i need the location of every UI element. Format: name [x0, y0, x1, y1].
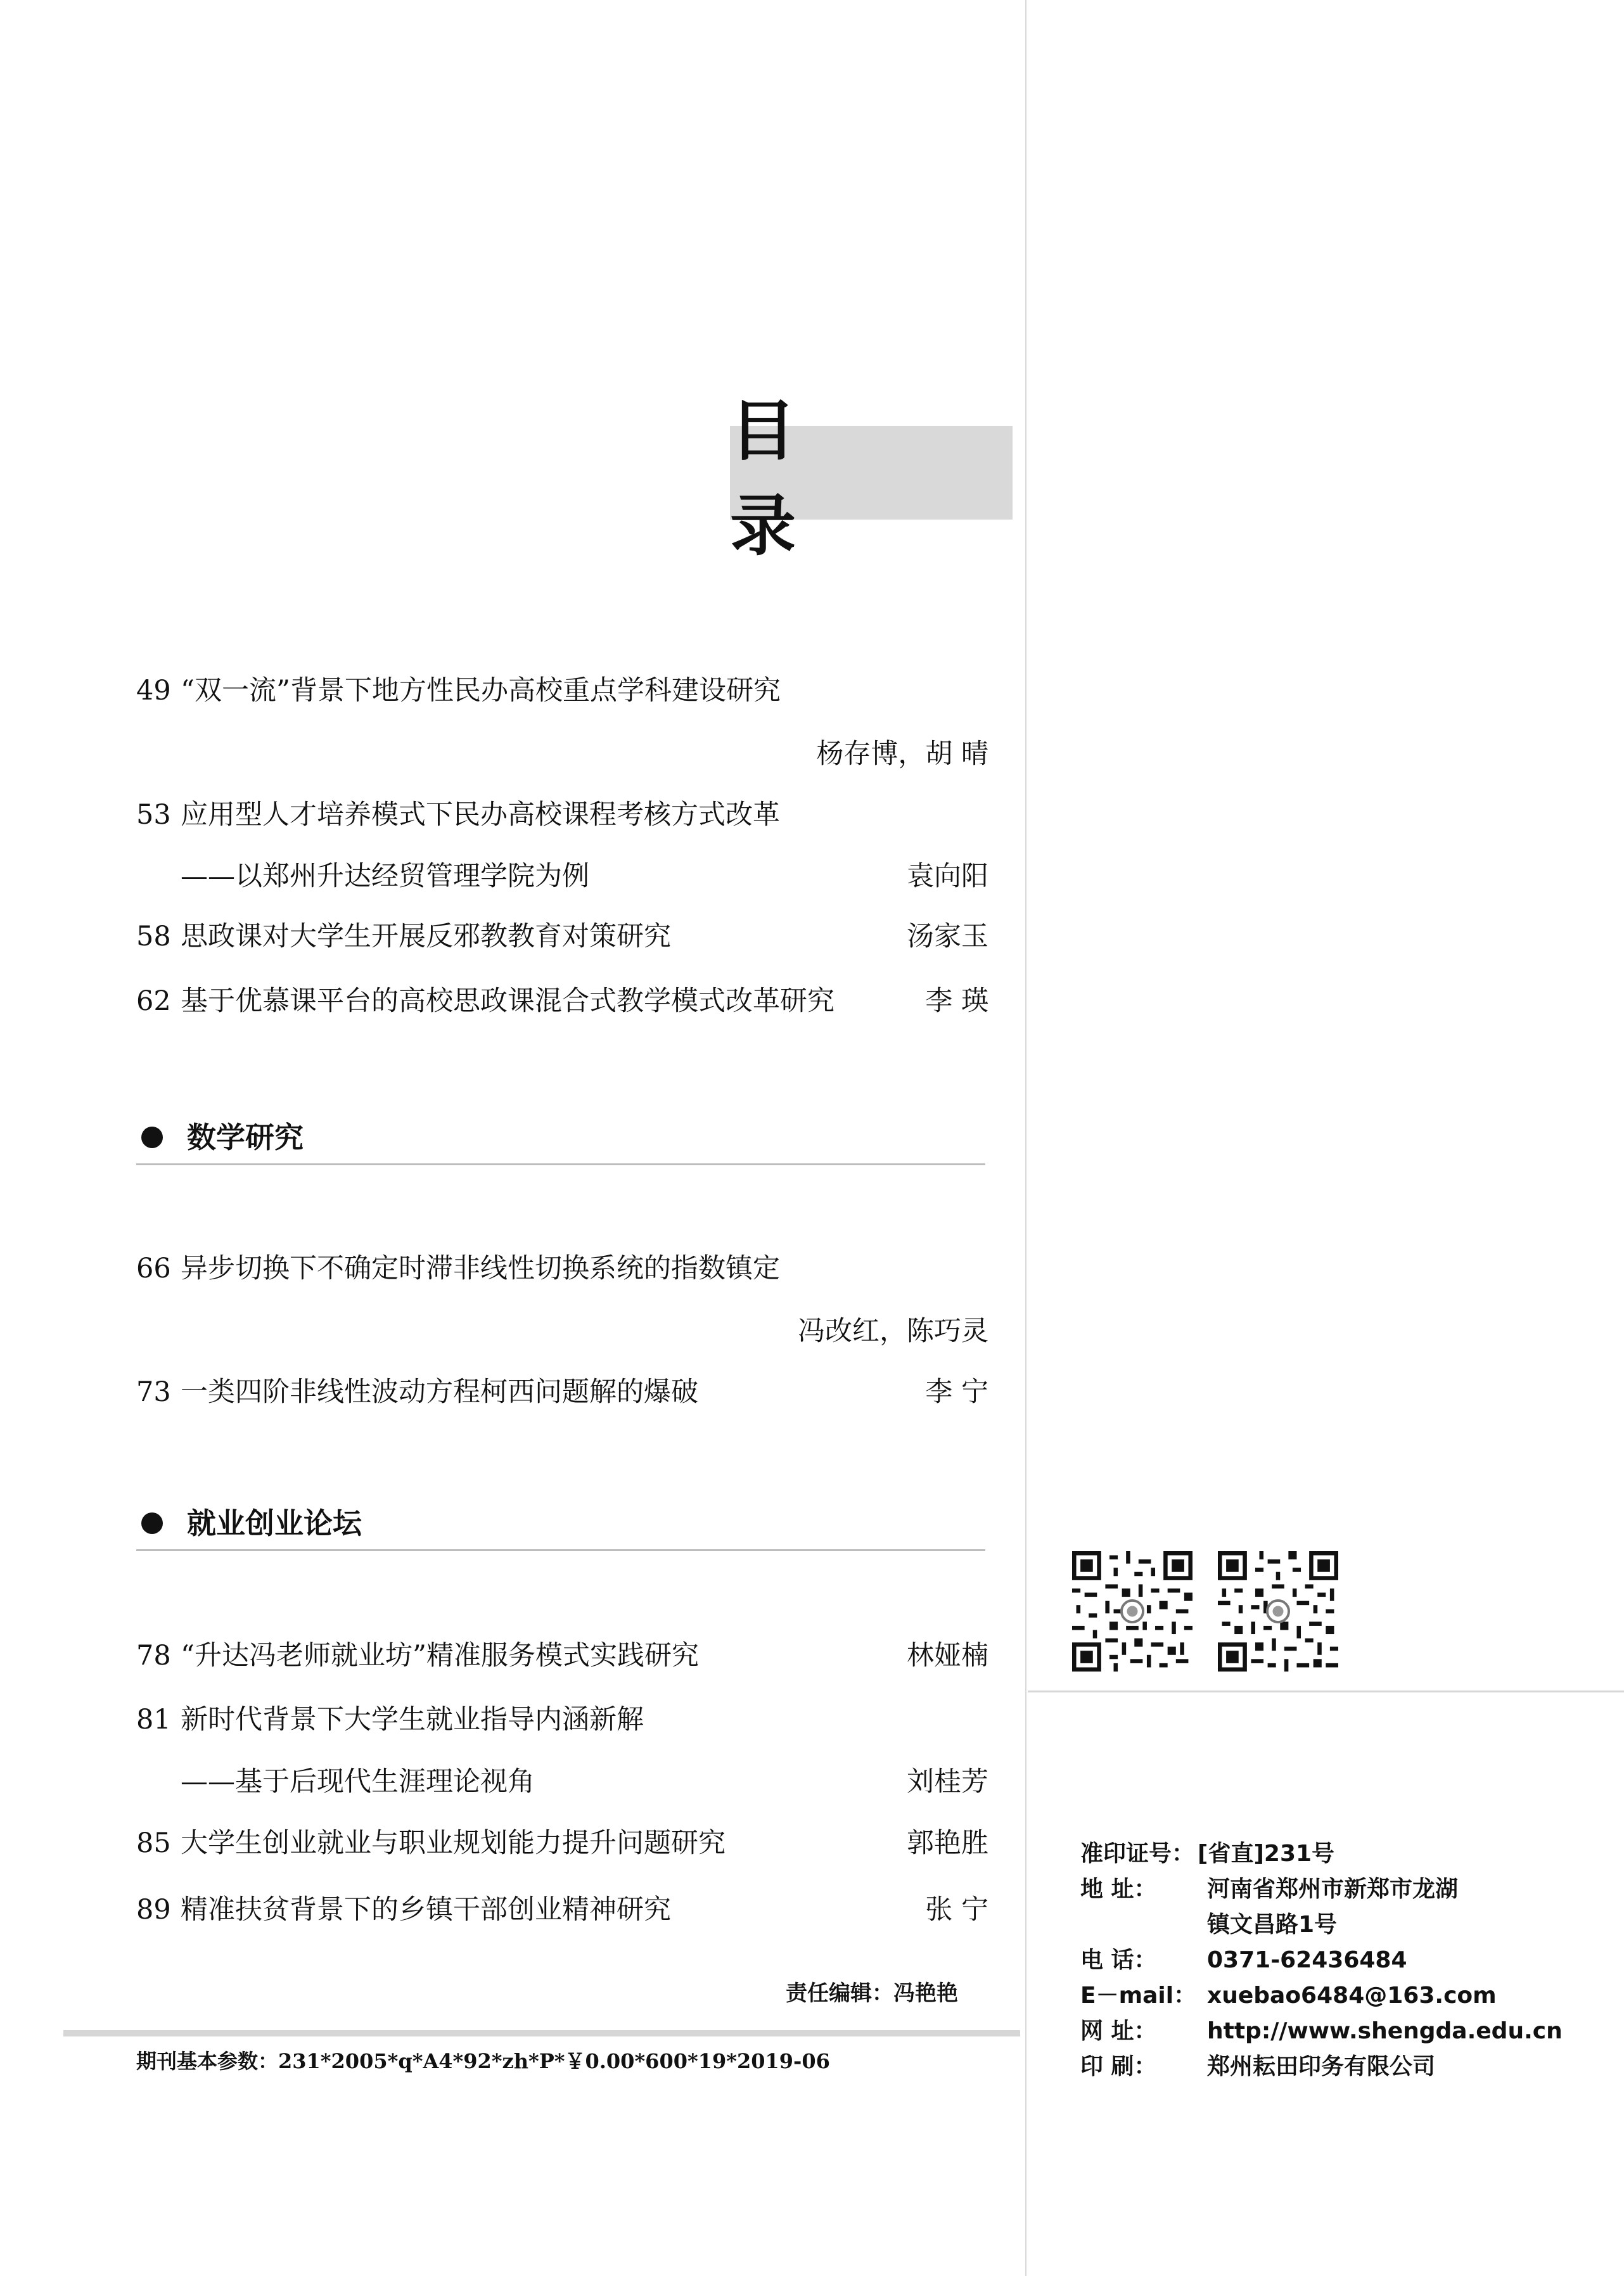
toc-entry[interactable] — [136, 1892, 988, 1928]
info-value: [省直]231号 — [1198, 1841, 1335, 1867]
toc-entry-subtitle-row — [136, 859, 988, 894]
info-value[interactable]: xuebao6484@163.com — [1207, 1983, 1497, 2009]
entry-title: 应用型人才培养模式下民办高校课程考核方式改革 — [181, 799, 780, 831]
entry-authors: 汤家玉 — [907, 921, 988, 952]
info-website — [1080, 2017, 1563, 2045]
toc-entry[interactable] — [136, 1251, 988, 1286]
info-printer — [1080, 2053, 1435, 2081]
page-number: 62 — [136, 985, 171, 1017]
entry-authors: 袁向阳 — [907, 860, 988, 892]
footer-rule — [63, 2030, 1020, 2036]
entry-title: 思政课对大学生开展反邪教教育对策研究 — [181, 921, 671, 952]
toc-entry[interactable] — [136, 1638, 988, 1673]
info-address-line2 — [1080, 1911, 1337, 1939]
responsible-editor: 责任编辑：冯艳艳 — [786, 1981, 958, 2006]
info-value[interactable]: http://www.shengda.edu.cn — [1207, 2018, 1563, 2044]
toc-entry[interactable] — [136, 1702, 988, 1737]
info-label: 地 址： — [1080, 1876, 1157, 1902]
page-number: 73 — [136, 1376, 171, 1408]
entry-authors: 张 宁 — [925, 1894, 988, 1926]
toc-entry[interactable] — [136, 1825, 988, 1861]
journal-parameters: 期刊基本参数：231*2005*q*A4*92*zh*P*￥0.00*600*19*2019-06 — [136, 2049, 830, 2073]
section-header-math — [136, 1119, 985, 1165]
info-phone — [1080, 1947, 1407, 1974]
page-divider-vertical — [1025, 0, 1026, 2276]
info-label: 准印证号： — [1080, 1841, 1195, 1867]
info-value: 0371-62436484 — [1207, 1947, 1407, 1973]
info-label: 电 话： — [1080, 1947, 1157, 1973]
toc-entry[interactable] — [136, 983, 988, 1019]
section-header-jobs — [136, 1505, 985, 1551]
page-number: 78 — [136, 1640, 171, 1672]
toc-entry[interactable] — [136, 797, 988, 833]
entry-title: 一类四阶非线性波动方程柯西问题解的爆破 — [181, 1376, 698, 1408]
page-number: 89 — [136, 1894, 171, 1926]
entry-title: “升达冯老师就业坊”精准服务模式实践研究 — [181, 1640, 699, 1672]
info-permit — [1080, 1840, 1334, 1868]
info-label: 印 刷： — [1080, 2054, 1157, 2080]
info-value: 镇文昌路1号 — [1207, 1912, 1338, 1938]
entry-authors: 冯改红，陈巧灵 — [798, 1315, 988, 1347]
entry-title: “双一流”背景下地方性民办高校重点学科建设研究 — [181, 675, 781, 706]
section-label: 就业创业论坛 — [187, 1506, 362, 1540]
bullet-icon — [141, 1512, 163, 1534]
entry-title: 新时代背景下大学生就业指导内涵新解 — [181, 1704, 644, 1736]
entry-subtitle: ——以郑州升达经贸管理学院为例 — [181, 860, 589, 892]
toc-entry-subtitle-row — [136, 1764, 988, 1800]
toc-title: 目 录 — [730, 392, 873, 565]
entry-authors: 李 瑛 — [925, 985, 988, 1017]
page-number: 49 — [136, 675, 171, 706]
bullet-icon — [141, 1127, 163, 1148]
entry-subtitle: ——基于后现代生涯理论视角 — [181, 1766, 535, 1798]
entry-authors: 刘桂芳 — [907, 1766, 988, 1798]
page-number: 81 — [136, 1704, 171, 1736]
toc-title-box — [730, 392, 1013, 565]
info-label: E－mail： — [1080, 1983, 1197, 2009]
page-number: 66 — [136, 1253, 171, 1284]
info-value: 郑州耘田印务有限公司 — [1207, 2054, 1436, 2080]
info-email — [1080, 1982, 1497, 2010]
qr-code-icon[interactable] — [1072, 1551, 1192, 1672]
entry-title: 精准扶贫背景下的乡镇干部创业精神研究 — [181, 1894, 671, 1926]
entry-authors: 林娅楠 — [907, 1640, 988, 1672]
page-number: 53 — [136, 799, 171, 831]
entry-title: 异步切换下不确定时滞非线性切换系统的指数镇定 — [181, 1253, 780, 1284]
info-label: 网 址： — [1080, 2018, 1157, 2044]
toc-entry[interactable] — [136, 919, 988, 954]
info-address — [1080, 1876, 1458, 1903]
info-value: 河南省郑州市新郑市龙湖 — [1207, 1876, 1459, 1902]
toc-entry[interactable] — [136, 673, 988, 708]
page-number: 85 — [136, 1827, 171, 1859]
entry-title: 基于优慕课平台的高校思政课混合式教学模式改革研究 — [181, 985, 834, 1017]
right-column-rule — [1028, 1691, 1624, 1692]
entry-title: 大学生创业就业与职业规划能力提升问题研究 — [181, 1827, 726, 1859]
entry-authors: 李 宁 — [925, 1376, 988, 1408]
section-label: 数学研究 — [187, 1120, 304, 1154]
entry-authors: 郭艳胜 — [907, 1827, 988, 1859]
entry-authors: 杨存博，胡 晴 — [816, 738, 988, 770]
page-number: 58 — [136, 921, 171, 952]
qr-code-icon[interactable] — [1218, 1551, 1338, 1672]
toc-entry[interactable] — [136, 1374, 988, 1410]
